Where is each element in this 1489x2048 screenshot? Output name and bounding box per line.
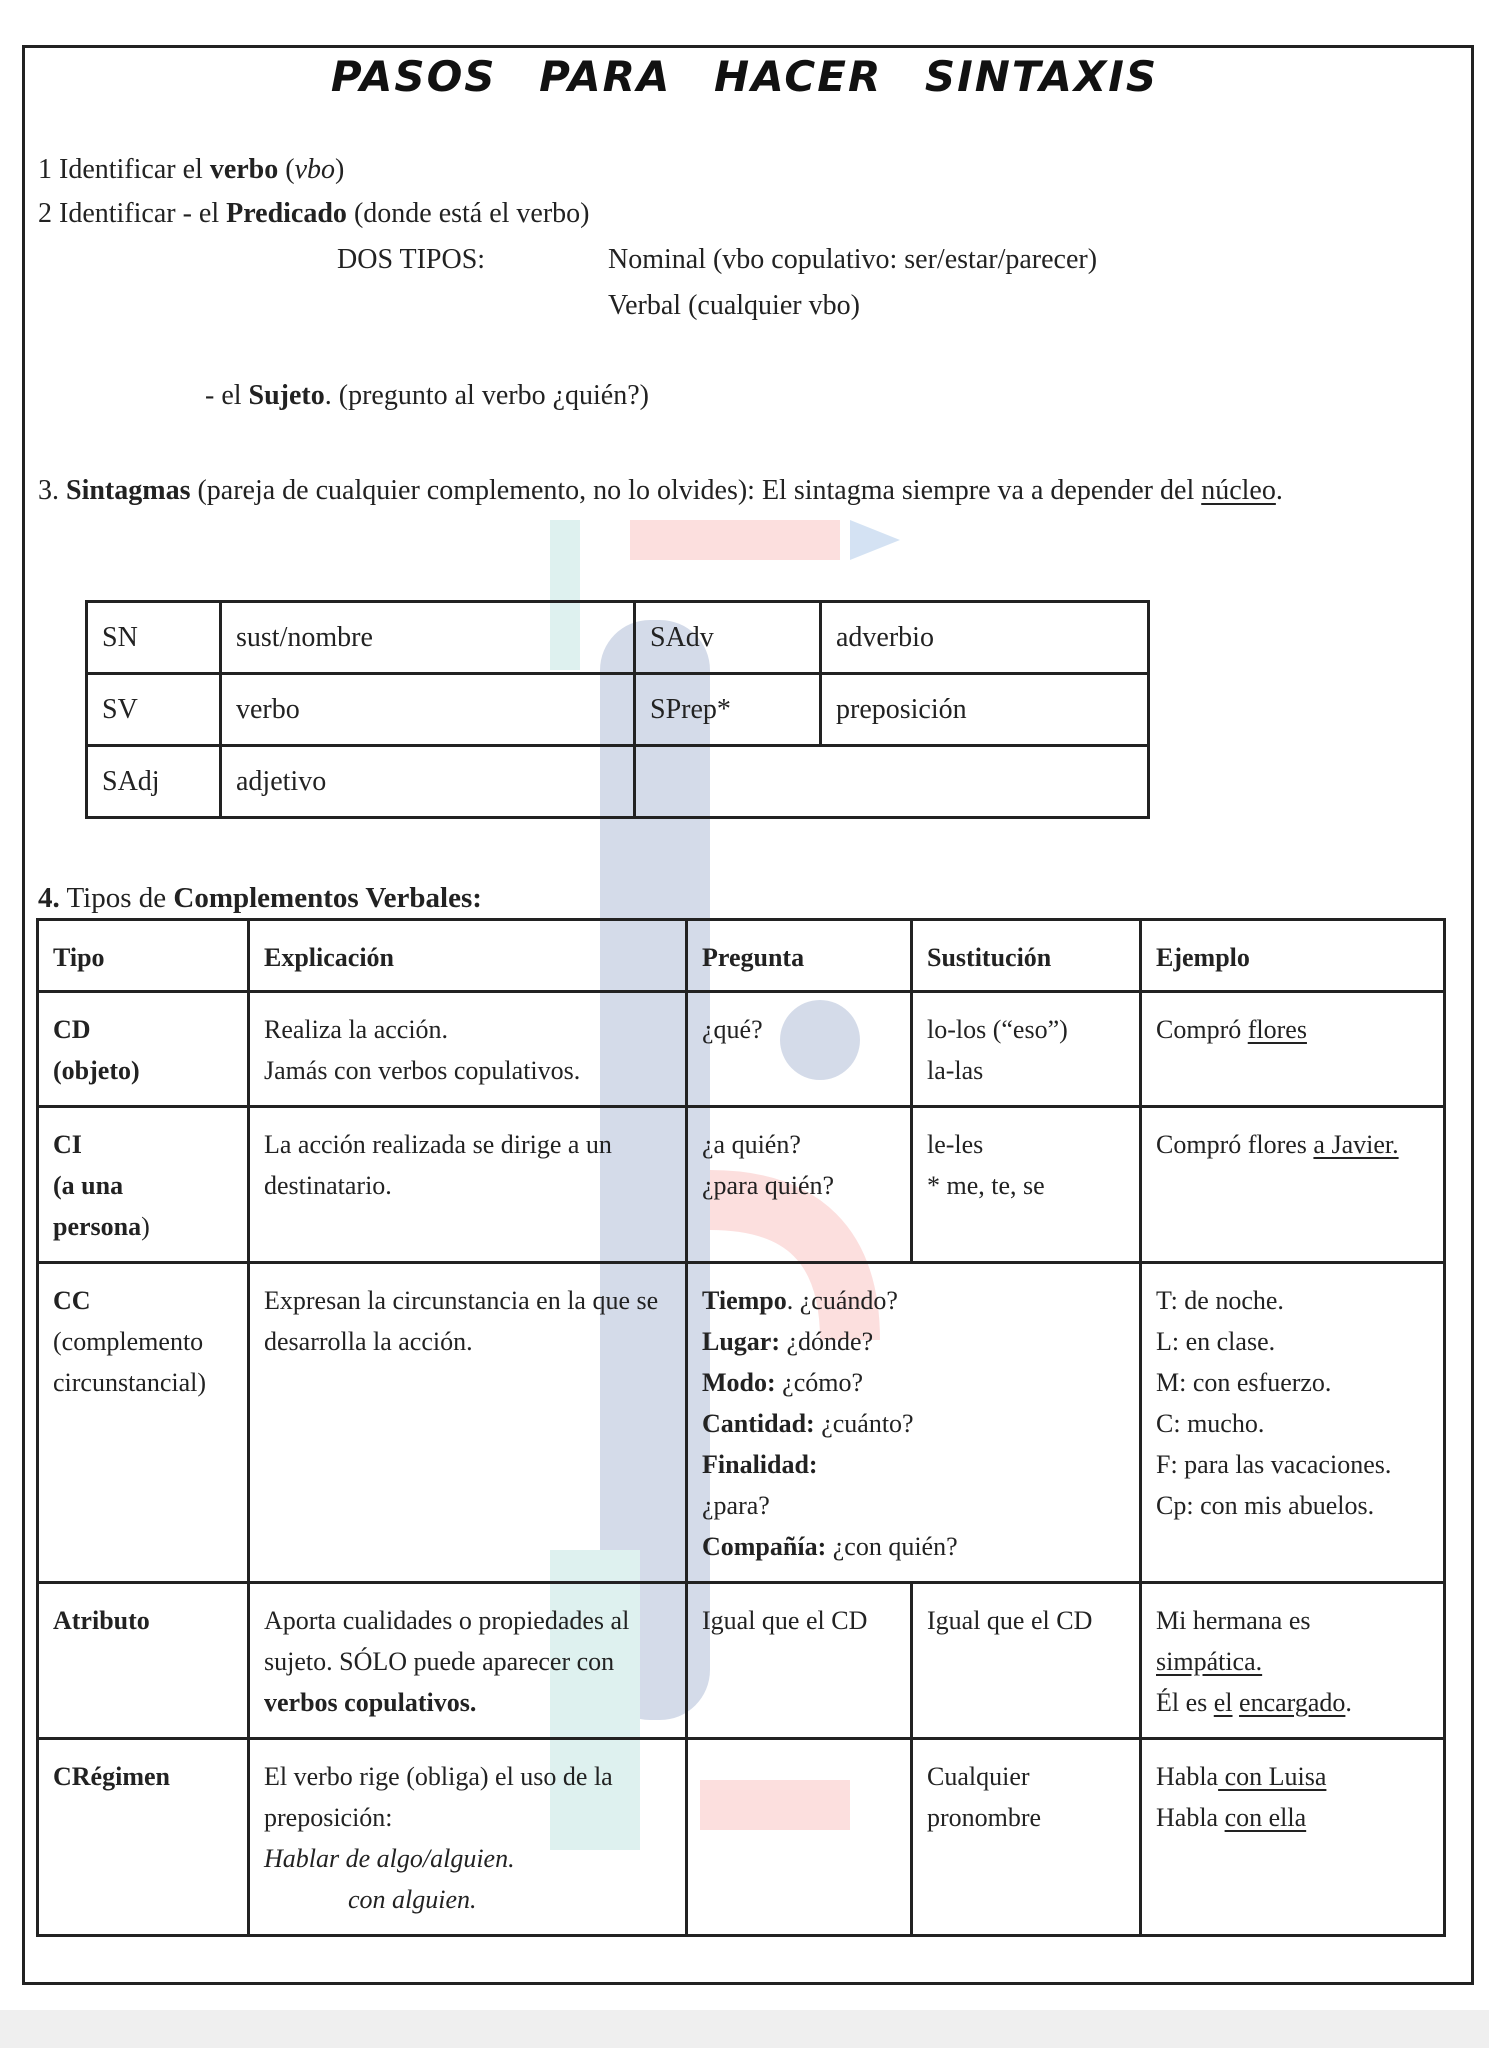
- table-row: [87, 602, 1149, 674]
- tipo-nominal: Nominal (vbo copulativo: ser/estar/parecer): [608, 244, 1098, 275]
- tipo-verbal: Verbal (cualquier vbo): [608, 290, 860, 321]
- step-sujeto: - el Sujeto. (pregunto al verbo ¿quién?): [205, 380, 649, 411]
- explicacion-example: Hablar de algo/alguien.: [264, 1844, 515, 1873]
- header-tipo: Tipo: [38, 920, 249, 992]
- ejemplo-line: Habla con Luisa: [1156, 1762, 1327, 1791]
- pregunta-para: ¿para?: [702, 1491, 770, 1520]
- table-row-cc: [38, 1263, 1445, 1583]
- ejemplo-line: Él es el encargado.: [1156, 1688, 1352, 1717]
- cell-pregunta: ¿qué?: [687, 992, 912, 1107]
- cell-pregunta: [687, 1739, 912, 1936]
- table-cell: SAdj: [87, 746, 221, 818]
- ejemplo-line: T: de noche.: [1156, 1286, 1284, 1315]
- cell-tipo: CRégimen: [38, 1739, 249, 1936]
- dos-tipos-label: DOS TIPOS:: [337, 244, 486, 275]
- table-row-atributo: [38, 1583, 1445, 1739]
- sintagmas-table: [85, 600, 1150, 819]
- cell-ejemplo: [1141, 1739, 1445, 1936]
- ejemplo-line: Habla con ella: [1156, 1803, 1307, 1832]
- pregunta-tiempo: Tiempo. ¿cuándo?: [702, 1286, 898, 1315]
- cell-pregunta: Igual que el CD: [687, 1583, 912, 1739]
- table-cell: SPrep*: [635, 674, 821, 746]
- cell-tipo: CD (objeto): [38, 992, 249, 1107]
- table-cell: preposición: [821, 674, 1149, 746]
- cell-explicacion: La acción realizada se dirige a un destinatario.: [249, 1107, 687, 1263]
- table-cell: SAdv: [635, 602, 821, 674]
- explicacion-line: El verbo rige (obliga) el uso de la preposición:: [264, 1762, 613, 1832]
- table-cell: SV: [87, 674, 221, 746]
- table-cell: verbo: [221, 674, 635, 746]
- cell-tipo: Atributo: [38, 1583, 249, 1739]
- page-title: PASOS PARA HACER SINTAXIS: [330, 52, 1159, 101]
- cell-explicacion: [249, 1739, 687, 1936]
- cell-ejemplo: Compró flores a Javier.: [1141, 1107, 1445, 1263]
- table-cell-empty: [635, 746, 1149, 818]
- step-4-heading: 4. Tipos de Complementos Verbales:: [38, 882, 482, 914]
- ejemplo-line: Cp: con mis abuelos.: [1156, 1491, 1375, 1520]
- cell-ejemplo: [1141, 1263, 1445, 1583]
- step-3: 3. Sintagmas (pareja de cualquier complemento, no lo olvides): El sintagma siempre va a depender del núcleo.: [38, 475, 1283, 506]
- cell-ejemplo: [1141, 1583, 1445, 1739]
- pregunta-cantidad: Cantidad: ¿cuánto?: [702, 1409, 914, 1438]
- table-row: [87, 674, 1149, 746]
- header-sustitucion: Sustitución: [912, 920, 1141, 992]
- ejemplo-line: L: en clase.: [1156, 1327, 1276, 1356]
- table-row-cregimen: [38, 1739, 1445, 1936]
- cell-explicacion: Realiza la acción. Jamás con verbos copulativos.: [249, 992, 687, 1107]
- cell-ejemplo: Compró flores: [1141, 992, 1445, 1107]
- pregunta-lugar: Lugar: ¿dónde?: [702, 1327, 874, 1356]
- ejemplo-line: M: con esfuerzo.: [1156, 1368, 1332, 1397]
- cell-explicacion: Aporta cualidades o propiedades al sujeto. SÓLO puede aparecer con verbos copulativos.: [249, 1583, 687, 1739]
- cell-sustitucion: lo-los (“eso”) la-las: [912, 992, 1141, 1107]
- table-cell: adjetivo: [221, 746, 635, 818]
- pregunta-modo: Modo: ¿cómo?: [702, 1368, 864, 1397]
- table-cell: sust/nombre: [221, 602, 635, 674]
- ejemplo-line: C: mucho.: [1156, 1409, 1265, 1438]
- cell-sustitucion: Cualquier pronombre: [912, 1739, 1141, 1936]
- complementos-table: [36, 918, 1446, 1937]
- step-2: 2 Identificar - el Predicado (donde está el verbo): [38, 198, 590, 229]
- step-1: 1 Identificar el verbo (vbo): [38, 154, 345, 185]
- table-row-ci: [38, 1107, 1445, 1263]
- cell-tipo: CI (a una persona): [38, 1107, 249, 1263]
- explicacion-example: con alguien.: [348, 1885, 477, 1914]
- header-explicacion: Explicación: [249, 920, 687, 992]
- table-row: [87, 746, 1149, 818]
- cell-pregunta: ¿a quién? ¿para quién?: [687, 1107, 912, 1263]
- table-cell: SN: [87, 602, 221, 674]
- cell-tipo: CC (complemento circunstancial): [38, 1263, 249, 1583]
- cell-explicacion: Expresan la circunstancia en la que se desarrolla la acción.: [249, 1263, 687, 1583]
- table-header-row: [38, 920, 1445, 992]
- pregunta-finalidad: Finalidad:: [702, 1450, 818, 1479]
- header-pregunta: Pregunta: [687, 920, 912, 992]
- header-ejemplo: Ejemplo: [1141, 920, 1445, 992]
- ejemplo-line: Mi hermana es: [1156, 1606, 1311, 1635]
- cell-pregunta: [687, 1263, 1141, 1583]
- cell-sustitucion: le-les * me, te, se: [912, 1107, 1141, 1263]
- ejemplo-line: simpática.: [1156, 1647, 1263, 1676]
- table-row-cd: [38, 992, 1445, 1107]
- cell-sustitucion: Igual que el CD: [912, 1583, 1141, 1739]
- table-cell: adverbio: [821, 602, 1149, 674]
- pregunta-compania: Compañía: ¿con quién?: [702, 1532, 958, 1561]
- ejemplo-line: F: para las vacaciones.: [1156, 1450, 1392, 1479]
